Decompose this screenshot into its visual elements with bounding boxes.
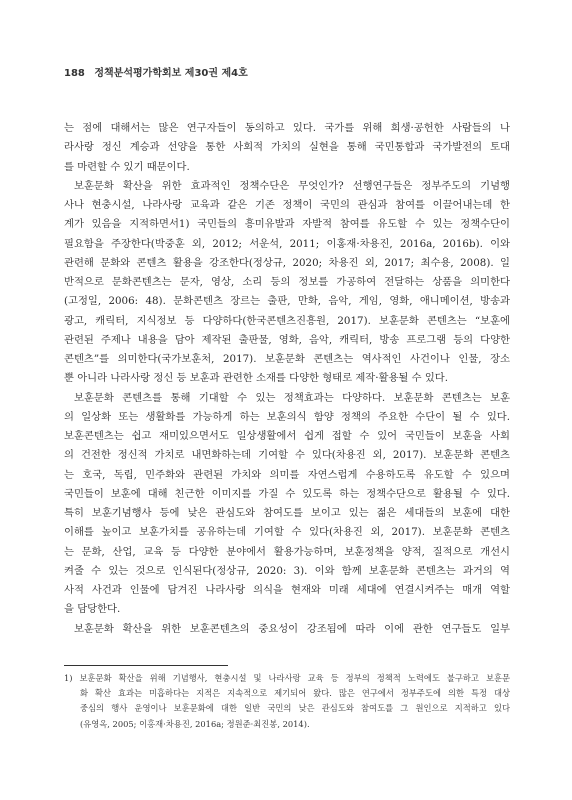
journal-title: 정책분석평가학회보 제30권 제4호 bbox=[94, 68, 248, 79]
footnote bbox=[64, 671, 510, 732]
body-line: 관련해 문화와 콘텐츠 활용을 강조한다(정상규, 2020; 차용진 외, 2017; 최수용, 2008). 일 bbox=[64, 256, 510, 269]
body-line: 를 마련할 수 있기 때문이다. bbox=[64, 160, 190, 173]
body-line: 사적 사건과 인물에 담겨진 나라사랑 의식을 현재와 미래 세대에 연결시켜주는 매개 역할 bbox=[64, 584, 510, 596]
footnote-line: 화 확산 효과는 미흡하다는 지적은 지속적으로 제기되어 왔다. 많은 연구에서 정부주도에 의한 특정 대상 bbox=[80, 688, 510, 699]
body-line: 이해를 높이고 보훈가치를 공유하는데 기여할 수 있다(차용진 외, 2017). 보훈문화 콘텐츠 bbox=[64, 526, 510, 539]
running-header bbox=[64, 64, 248, 79]
body-line: 계가 있음을 지적하면서1) 국민들의 흥미유발과 자발적 참여를 유도할 수 있는 정책수단이 bbox=[64, 218, 510, 231]
body-line: 국민들이 보훈에 대해 친근한 이미지를 가질 수 있도록 하는 정책수단으로 활용될 수 있다. bbox=[64, 487, 510, 500]
body-line: 보훈문화 확산을 위한 효과적인 정책수단은 무엇인가? 선행연구들은 정부주도의 기념행 bbox=[74, 179, 510, 192]
body-line: 보훈콘텐츠는 쉽고 재미있으면서도 일상생활에서 쉽게 접할 수 있어 국민들이 보훈을 사회 bbox=[64, 430, 510, 442]
body-line: 라사랑 정신 계승과 선양을 통한 사회적 가치의 실현을 통해 국민통합과 국가발전의 토대 bbox=[64, 141, 510, 154]
footnote-line: 1) 보훈문화 확산을 위해 기념행사, 현충시설 및 나라사랑 교육 등 정부의 정책적 노력에도 불구하고 보훈문 bbox=[64, 673, 510, 683]
page-number: 188 bbox=[64, 68, 85, 79]
body-line: 는 호국, 독립, 민주화와 관련된 가치와 의미를 자연스럽게 수용하도록 유도할 수 있으며 bbox=[64, 468, 510, 481]
body-line: 을 담당한다. bbox=[64, 603, 121, 616]
body-line: 보훈문화 확산을 위한 보훈콘텐츠의 중요성이 강조됨에 따라 이에 관한 연구들도 일부 bbox=[74, 622, 510, 635]
body-line: 보훈문화 콘텐츠를 통해 기대할 수 있는 정책효과는 다양하다. 보훈문화 콘텐츠는 보훈 bbox=[74, 391, 510, 404]
body-line: 의 건전한 정신적 가치로 내면화하는데 기여할 수 있다(차용진 외, 2017). 보훈문화 콘텐츠 bbox=[64, 449, 510, 462]
body-line: 콘텐츠”를 의미한다(국가보훈처, 2017). 보훈문화 콘텐츠는 역사적인 사건이나 인물, 장소 bbox=[64, 353, 510, 365]
body-line: 필요함을 주장한다(박중훈 외, 2012; 서운석, 2011; 이홍재·차용진, 2016a, 2016b). 이와 bbox=[64, 237, 510, 250]
body-line: 의 일상화 또는 생활화를 가능하게 하는 보훈의식 함양 정책의 주요한 수단이 될 수 있다. bbox=[64, 410, 510, 423]
footnote-line: (유영옥, 2005; 이홍재·차용진, 2016a; 정원준·최진봉, 2014). bbox=[80, 718, 310, 729]
body-line: 켜줄 수 있는 것으로 인식된다(정상규, 2020: 3). 이와 함께 보훈문화 콘텐츠는 과거의 역 bbox=[64, 564, 510, 577]
body-line: 반적으로 문화콘텐츠는 문자, 영상, 소리 등의 정보를 가공하여 전달하는 상품을 의미한다 bbox=[64, 276, 510, 288]
body-line: 광고, 캐릭터, 지식정보 등 다양하다(한국콘텐츠진흥원, 2017). 보훈문화 콘텐츠는 “보훈에 bbox=[64, 314, 510, 327]
body-line: (고정일, 2006: 48). 문화콘텐츠 장르는 출판, 만화, 음악, 게임, 영화, 애니메이션, 방송과 bbox=[64, 295, 510, 308]
body-text bbox=[64, 119, 510, 639]
footnote-divider bbox=[64, 665, 228, 666]
body-line: 는 점에 대해서는 많은 연구자들이 동의하고 있다. 국가를 위해 희생·공헌한 사람들의 나 bbox=[64, 122, 510, 134]
body-line: 관련된 주제나 내용을 담아 제작된 출판물, 영화, 음악, 캐릭터, 방송 프로그램 등의 다양한 bbox=[64, 333, 510, 346]
footnote-line: 중심의 행사 운영이나 보훈문화에 대한 일반 국민의 낮은 관심도와 참여도를 그 원인으로 지적하고 있다 bbox=[80, 703, 510, 714]
body-line: 뿐 아니라 나라사랑 정신 등 보훈과 관련한 소재를 다양한 형태로 제작·활용될 수 있다. bbox=[64, 372, 449, 385]
body-line: 사나 현충시설, 나라사랑 교육과 같은 기존 정책이 국민의 관심과 참여를 이끌어내는데 한 bbox=[64, 199, 510, 211]
body-line: 특히 보훈기념행사 등에 낮은 관심도와 참여도를 보이고 있는 젊은 세대들의 보훈에 대한 bbox=[64, 507, 510, 519]
body-line: 는 문화, 산업, 교육 등 다양한 분야에서 활용가능하며, 보훈정책을 양적, 질적으로 개선시 bbox=[64, 545, 510, 558]
